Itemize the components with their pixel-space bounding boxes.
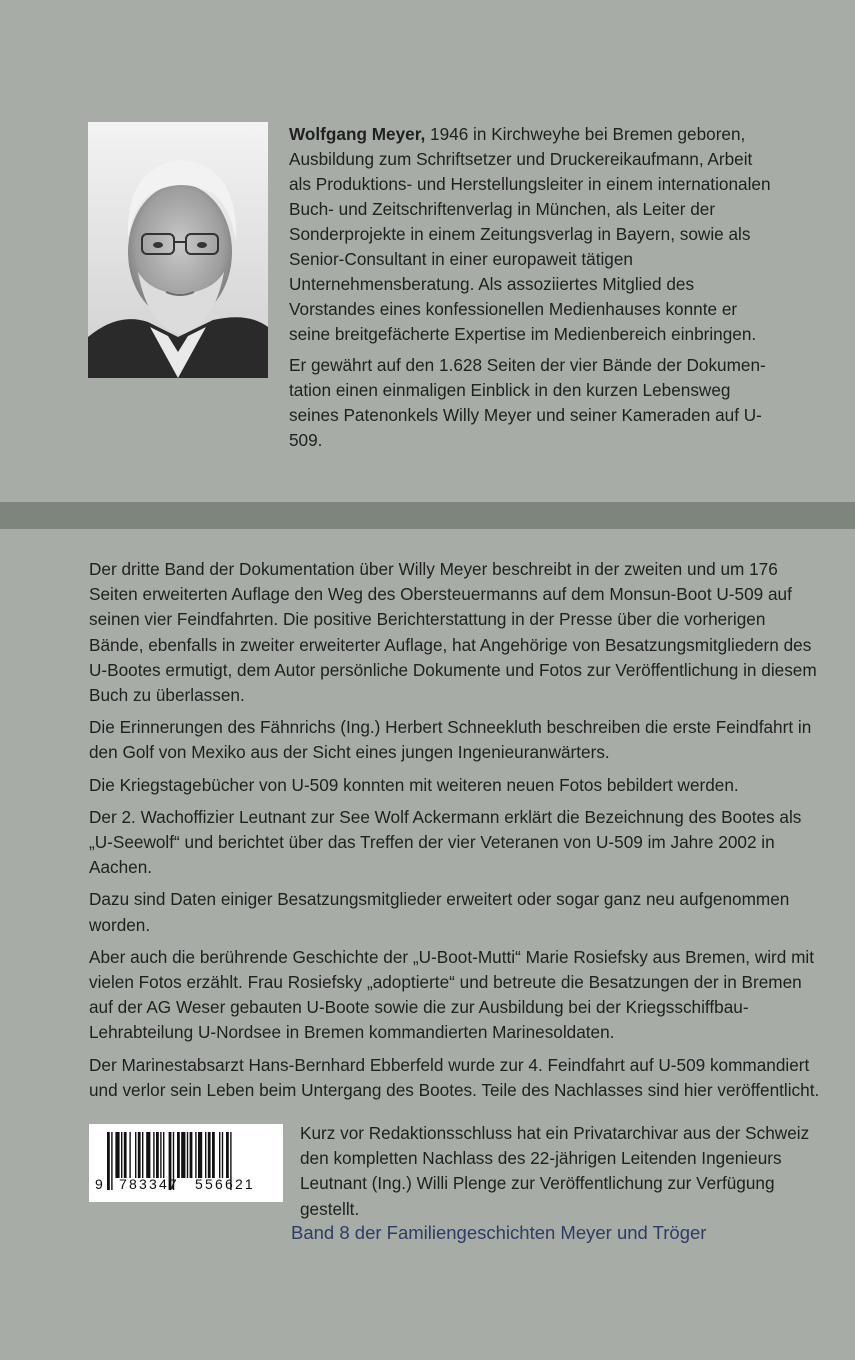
closing-paragraph: Kurz vor Redaktionsschluss hat ein Privatarchivar aus der Schweiz den kompletten Nachlass des 22-jährigen Leitenden Ingenieurs Leutnant (Ing.) Willi Plenge zur Veröffentlichung zur Verfügung gestellt. (300, 1123, 810, 1219)
description-paragraph: Der Marinestabsarzt Hans-Bernhard Ebberfeld wurde zur 4. Feindfahrt auf U-509 kommandiert und verlor sein Leben beim Untergang des Bootes. Teile des Nachlasses sind hier veröffentlicht. (89, 1054, 820, 1100)
description-paragraph: Aber auch die berührende Geschichte der „U-Boot-Mutti“ Marie Rosiefsky aus Bremen, wird mit vielen Fotos erzählt. Frau Rosiefsky „adoptierte“ und betreute die Besatzungen der in Bremen auf der AG Weser gebauten U-Boote sowie die zur Ausbildung bei der Kriegsschiffbau-Lehrabteilung U-Nordsee in Bremen kommandierten Marinesoldaten. (89, 946, 815, 1043)
author-bio-text: 1946 in Kirchweyhe bei Bremen geboren, Ausbildung zum Schriftsetzer und Druckereikaufmann, Arbeit als Produktions- und Herstellungsleiter in einem internationalen Buch- und Zeitschriftenverlag in München, als Leiter der Sonderprojekte in einem Zeitungsverlag in Bayern, sowie als Senior-Consultant in einer europaweit tätigen Unternehmensberatung. Als assoziiertes Mitglied des Vorstandes eines konfessionellen Medienhauses konnte er seine breitgefächerte Expertise im Medienbereich einbringen. (289, 124, 771, 344)
author-portrait (88, 122, 268, 378)
description-paragraph: Die Kriegstagebücher von U-509 konnten mit weiteren neuen Fotos bebildert werden. (89, 774, 739, 795)
description-paragraph: Der dritte Band der Dokumentation über Willy Meyer beschreibt in der zweiten und um 176 Seiten erweiterten Auflage den Weg des Obersteuermanns auf dem Monsun-Boot U-509 auf seinen vier Feindfahrten. Die positive Berichterstattung in der Presse über die vorherigen Bände, ebenfalls in zweiter erweiterter Auflage, hat Angehörige von Besatzungsmitgliedern des U-Bootes ermutigt, dem Autor persönliche Dokumente und Fotos zur Veröffentlichung in diesem Buch zu überlassen. (89, 559, 817, 706)
barcode-digits-left: 783347 (119, 1176, 179, 1192)
series-note: Band 8 der Familiengeschichten Meyer und Tröger (291, 1222, 707, 1243)
author-bio-paragraph-2: Er gewährt auf den 1.628 Seiten der vier Bände der Dokumentation einen einmaligen Einblick in den kurzen Lebensweg seines Patenonkels Willy Meyer und seiner Kameraden auf U-509. (289, 355, 766, 450)
divider-band (0, 502, 855, 529)
description-paragraph: Der 2. Wachoffizier Leutnant zur See Wolf Ackermann erklärt die Bezeichnung des Bootes als „U-Seewolf“ und berichtet über das Treffen der vier Veteranen von U-509 im Jahre 2002 in Aachen. (89, 806, 802, 878)
isbn-barcode (89, 1124, 283, 1202)
author-bio (289, 122, 779, 459)
author-bio-paragraph (289, 122, 779, 347)
barcode-digits-right: 556621 (195, 1176, 255, 1192)
book-description (89, 557, 824, 1110)
author-name: Wolfgang Meyer, (289, 124, 426, 144)
barcode-digit-first: 9 (95, 1176, 103, 1192)
author-photo-icon (88, 122, 268, 378)
description-paragraph: Dazu sind Daten einiger Besatzungsmitglieder erweitert oder sogar ganz neu aufgenommen worden. (89, 889, 790, 935)
description-paragraph: Die Erinnerungen des Fähnrichs (Ing.) Herbert Schneekluth beschreiben die erste Feindfahrt in den Golf von Mexiko aus der Sicht eines jungen Ingenieuranwärters. (89, 717, 812, 763)
